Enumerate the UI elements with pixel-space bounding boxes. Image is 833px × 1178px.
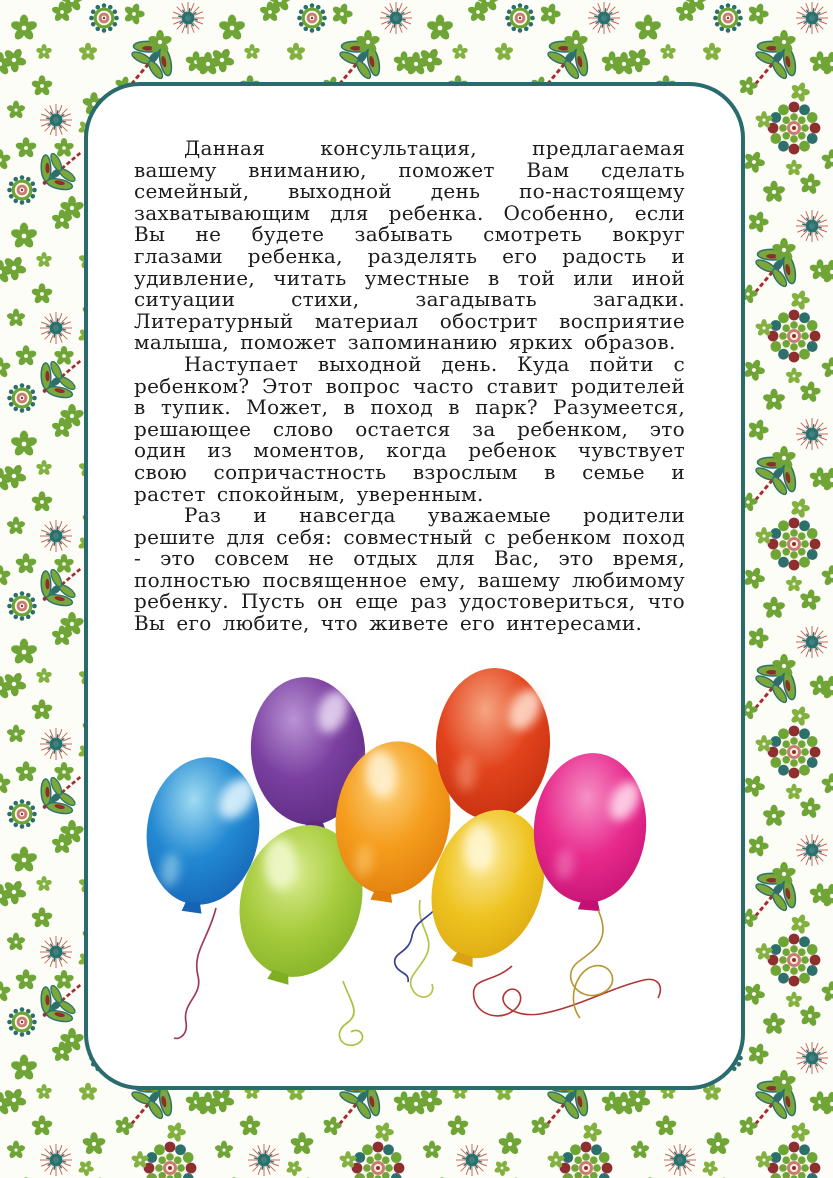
paragraph-3: Раз и навсегда уважаемые родители решите для себя: совместный с ребенком поход - это совсем не отдых для Вас, это время, полностью посвященное ему, вашему любимому ребенку. Пусть он еще раз удостовериться, что Вы его любите, что живете его интересами. [134, 503, 685, 636]
balloon-pink [527, 748, 652, 914]
paragraph-2: Наступает выходной день. Куда пойти с ребенком? Этот вопрос часто ставит родителей в тупик. Может, в поход в парк? Разумеется, решающее слово остается за ребенком, это один из моментов, когда ребенок чувствует свою сопричастность взрослым в семье и растет спокойным, уверенным. [134, 351, 685, 506]
balloon-string-yellow [474, 966, 661, 1016]
document-text [88, 86, 741, 635]
balloon-string-blue [174, 908, 216, 1038]
balloon-string-pink [571, 910, 613, 1018]
content-card [84, 82, 745, 1090]
balloons-illustration [138, 656, 703, 1076]
paragraph-1: Данная консультация, предлагаемая вашему вниманию, поможет Вам сделать семейный, выходной день по-настоящему захватывающим для ребенка. Особенно, если Вы не будете забывать смотреть вокруг глазами ребенка, разделять его радость и удивление, читать уместные в той или иной ситуации стихи, загадывать загадки. Литературный материал обострит восприятие малыша, поможет запоминанию ярких образов. [134, 136, 685, 355]
balloon-string-green [339, 981, 362, 1045]
